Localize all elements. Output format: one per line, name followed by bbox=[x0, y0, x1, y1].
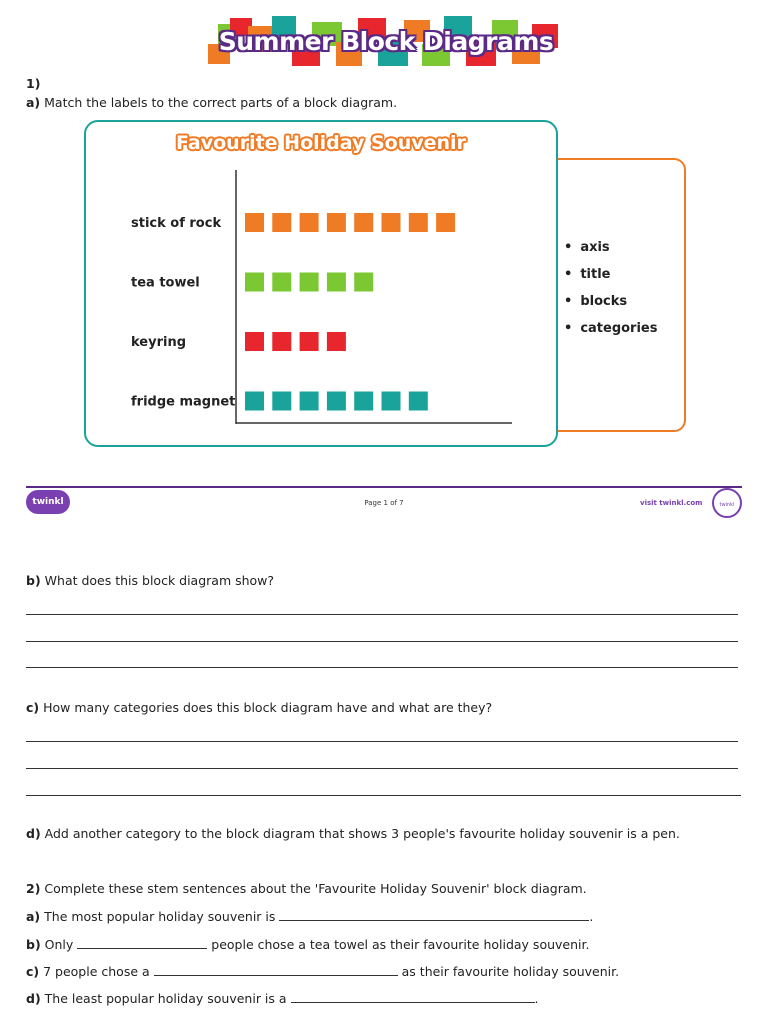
question-1d bbox=[26, 826, 680, 841]
block-diagram-box bbox=[84, 120, 558, 447]
twinkl-logo: twinkl bbox=[26, 490, 70, 514]
block bbox=[354, 392, 373, 411]
block bbox=[327, 332, 346, 351]
answer-line[interactable] bbox=[26, 741, 738, 742]
block bbox=[245, 392, 264, 411]
question-1d-letter: d) bbox=[26, 826, 41, 841]
block bbox=[382, 392, 401, 411]
answer-line[interactable] bbox=[26, 614, 738, 615]
block bbox=[300, 213, 319, 232]
page-title: Summer Block Diagrams bbox=[218, 27, 554, 56]
block bbox=[354, 273, 373, 292]
question-2b-end: people chose a tea towel as their favourite holiday souvenir. bbox=[211, 937, 590, 952]
question-1c bbox=[26, 700, 492, 715]
block bbox=[245, 332, 264, 351]
answer-line[interactable] bbox=[26, 641, 738, 642]
question-2b-letter: b) bbox=[26, 937, 41, 952]
block bbox=[300, 392, 319, 411]
question-1a bbox=[26, 95, 397, 110]
answer-line[interactable] bbox=[26, 667, 738, 668]
block bbox=[245, 213, 264, 232]
block bbox=[272, 332, 291, 351]
block-diagram bbox=[86, 122, 556, 445]
question-2d-end: . bbox=[534, 991, 539, 1006]
block bbox=[327, 392, 346, 411]
block bbox=[409, 213, 428, 232]
block bbox=[300, 332, 319, 351]
block bbox=[245, 273, 264, 292]
question-2c-letter: c) bbox=[26, 964, 40, 979]
category-label: fridge magnet bbox=[131, 394, 236, 410]
block bbox=[272, 273, 291, 292]
labels-list bbox=[564, 238, 657, 346]
visit-link[interactable]: visit twinkl.com bbox=[640, 499, 703, 507]
blank-2c[interactable] bbox=[154, 963, 398, 976]
page-number: Page 1 of 7 bbox=[364, 499, 404, 507]
question-2b bbox=[26, 936, 589, 952]
question-1b-text: What does this block diagram show? bbox=[44, 573, 275, 588]
question-1a-letter: a) bbox=[26, 95, 41, 110]
block bbox=[272, 213, 291, 232]
question-2a-start: The most popular holiday souvenir is bbox=[44, 909, 276, 924]
question-1c-text: How many categories does this block diagram have and what are they? bbox=[43, 700, 493, 715]
question-2a bbox=[26, 908, 593, 924]
block bbox=[327, 273, 346, 292]
question-2c-end: as their favourite holiday souvenir. bbox=[401, 964, 620, 979]
quality-badge: twinkl bbox=[712, 488, 742, 518]
question-1a-text: Match the labels to the correct parts of a block diagram. bbox=[44, 95, 398, 110]
category-label: stick of rock bbox=[131, 216, 222, 231]
question-1d-text: Add another category to the block diagram that shows 3 people's favourite holiday souvenir is a pen. bbox=[44, 826, 680, 841]
question-1-number: 1) bbox=[26, 76, 41, 91]
label-item: • title bbox=[564, 265, 657, 292]
label-item: • blocks bbox=[564, 292, 657, 319]
category-label: tea towel bbox=[131, 275, 200, 291]
answer-line[interactable] bbox=[26, 768, 738, 769]
block bbox=[300, 273, 319, 292]
question-2c bbox=[26, 963, 619, 979]
blank-2d[interactable] bbox=[291, 990, 535, 1003]
block bbox=[354, 213, 373, 232]
question-2d-start: The least popular holiday souvenir is a bbox=[44, 991, 287, 1006]
question-1b-letter: b) bbox=[26, 573, 41, 588]
block bbox=[409, 392, 428, 411]
question-1b bbox=[26, 573, 274, 588]
question-2a-end: . bbox=[589, 909, 594, 924]
label-item: • axis bbox=[564, 238, 657, 265]
question-2a-letter: a) bbox=[26, 909, 41, 924]
labels-box bbox=[540, 158, 686, 432]
answer-line[interactable] bbox=[26, 795, 741, 796]
question-2d-letter: d) bbox=[26, 991, 41, 1006]
question-2d bbox=[26, 990, 539, 1006]
blank-2b[interactable] bbox=[77, 936, 207, 949]
question-1c-letter: c) bbox=[26, 700, 40, 715]
question-2-intro bbox=[26, 881, 587, 896]
title-banner bbox=[208, 14, 564, 70]
chart-title: Favourite Holiday Souvenir bbox=[176, 132, 466, 154]
block bbox=[327, 213, 346, 232]
block bbox=[382, 213, 401, 232]
category-label: keyring bbox=[131, 335, 187, 350]
question-2-text: Complete these stem sentences about the 'Favourite Holiday Souvenir' block diagram. bbox=[44, 881, 587, 896]
block bbox=[436, 213, 455, 232]
question-2b-start: Only bbox=[44, 937, 74, 952]
question-2-number: 2) bbox=[26, 881, 41, 896]
question-2c-start: 7 people chose a bbox=[43, 964, 150, 979]
footer-divider bbox=[26, 486, 742, 488]
block bbox=[272, 392, 291, 411]
label-item: • categories bbox=[564, 319, 657, 346]
blank-2a[interactable] bbox=[279, 908, 589, 921]
